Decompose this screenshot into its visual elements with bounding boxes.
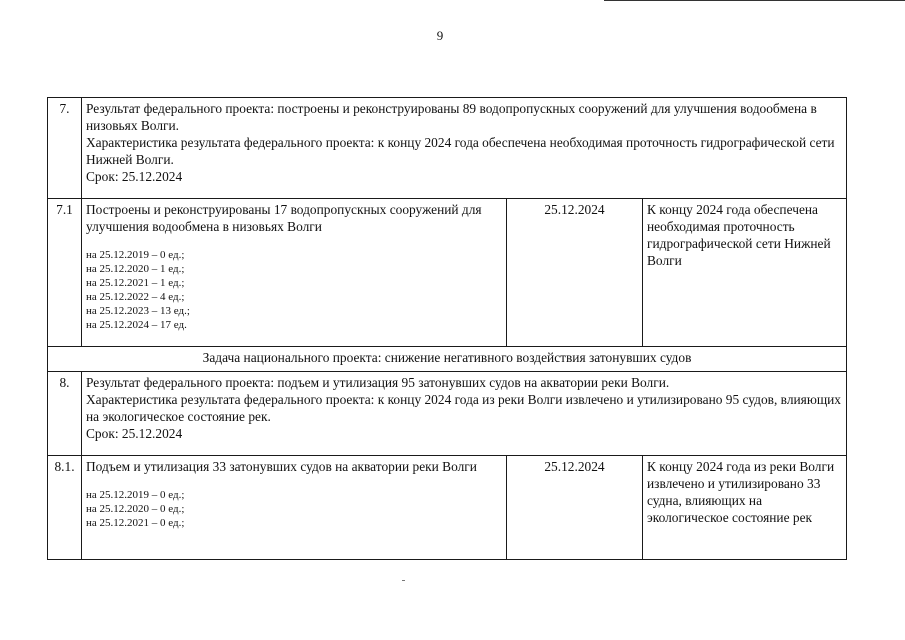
milestone-item: на 25.12.2020 – 1 ед.;	[86, 263, 185, 275]
deadline-text: Срок: 25.12.2024	[86, 169, 183, 184]
milestone-item: на 25.12.2021 – 1 ед.;	[86, 277, 185, 289]
top-rule	[604, 0, 905, 1]
task-row	[48, 347, 847, 372]
milestone-item: на 25.12.2022 – 4 ед.;	[86, 291, 185, 303]
result-text: Результат федерального проекта: подъем и утилизация 95 затонувших судов на акватории реки Волги.	[86, 375, 670, 390]
row-number: 7.	[48, 98, 82, 199]
scan-speck	[402, 580, 405, 581]
outcome-cell: К концу 2024 года обеспечена необходимая проточность гидрографической сети Нижней Волги	[643, 199, 847, 347]
page-number: 9	[436, 28, 444, 43]
measure-title: Построены и реконструированы 17 водопропускных сооружений для улучшения водообмена в низовьях Волги	[86, 202, 482, 234]
measure-title: Подъем и утилизация 33 затонувших судов на акватории реки Волги	[86, 459, 477, 474]
measure-cell	[82, 456, 507, 560]
milestone-item: на 25.12.2024 – 17 ед.	[86, 319, 187, 331]
row-number: 7.1	[48, 199, 82, 347]
row-number: 8.	[48, 372, 82, 456]
deadline-text: Срок: 25.12.2024	[86, 426, 183, 441]
table-row-7-1	[48, 199, 847, 347]
deadline-date: 25.12.2024	[507, 199, 643, 347]
national-task-heading: Задача национального проекта: снижение негативного воздействия затонувших судов	[48, 347, 847, 372]
measure-cell	[82, 199, 507, 347]
deadline-date: 25.12.2024	[507, 456, 643, 560]
milestone-item: на 25.12.2021 – 0 ед.;	[86, 517, 185, 529]
characteristic-text: Характеристика результата федерального проекта: к концу 2024 года из реки Волги извлечено и утилизировано 95 судов, влияющих на экологическое состояние рек.	[86, 392, 841, 424]
characteristic-text: Характеристика результата федерального проекта: к концу 2024 года обеспечена необходимая проточность гидрографической сети Нижней Волги.	[86, 135, 835, 167]
project-table	[47, 97, 847, 560]
table-row-8	[48, 372, 847, 456]
milestone-item: на 25.12.2020 – 0 ед.;	[86, 503, 185, 515]
outcome-cell: К концу 2024 года из реки Волги извлечено и утилизировано 33 судна, влияющих на экологическое состояние рек	[643, 456, 847, 560]
milestone-list	[86, 248, 502, 332]
federal-result-cell	[82, 372, 847, 456]
table-row-7	[48, 98, 847, 199]
milestone-item: на 25.12.2019 – 0 ед.;	[86, 249, 185, 261]
milestone-item: на 25.12.2023 – 13 ед.;	[86, 305, 190, 317]
result-text: Результат федерального проекта: построены и реконструированы 89 водопропускных сооружений для улучшения водообмена в низовьях Волги.	[86, 101, 817, 133]
federal-result-cell	[82, 98, 847, 199]
milestone-list	[86, 488, 502, 530]
table-row-8-1	[48, 456, 847, 560]
row-number: 8.1.	[48, 456, 82, 560]
milestone-item: на 25.12.2019 – 0 ед.;	[86, 489, 185, 501]
